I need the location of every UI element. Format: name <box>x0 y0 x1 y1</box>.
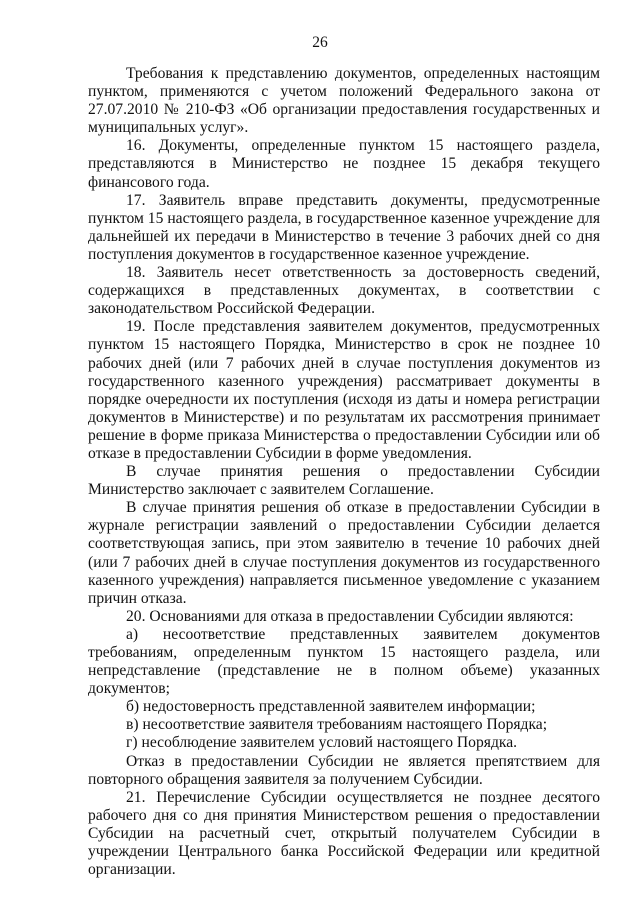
paragraph-19-agreement: В случае принятия решения о предоставлении Субсидии Министерство заключает с заявителем Соглашение. <box>88 463 600 499</box>
paragraph-21: 21. Перечисление Субсидии осуществляется не позднее десятого рабочего дня со дня принятия Министерством решения о предоставлении Субсидии на расчетный счет, открытый получателем Субсидии в учреждении Центрального банка Российской Федерации или кредитной организации. <box>88 788 600 879</box>
paragraph-18: 18. Заявитель несет ответственность за достоверность сведений, содержащихся в представленных документах, в соответствии с законодательством Российской Федерации. <box>88 264 600 318</box>
paragraph-20-a: а) несоответствие представленных заявителем документов требованиям, определенным пунктом 15 настоящего раздела, или непредставление (представление не в полном объеме) указанных документов; <box>88 625 600 698</box>
paragraph-19: 19. После представления заявителем документов, предусмотренных пунктом 15 настоящего Порядка, Министерство в срок не позднее 10 рабочих дней (или 7 рабочих дней в случае поступления документов из государственного казенного учреждения) рассматривает документы в порядке очередности их поступления (исходя из даты и номера регистрации документов в Министерстве) и по результатам их рассмотрения принимает решение в форме приказа Министерства о предоставлении Субсидии или об отказе в предоставлении Субсидии в форме уведомления. <box>88 318 600 462</box>
paragraph-20-repeat: Отказ в предоставлении Субсидии не является препятствием для повторного обращения заявителя за получением Субсидии. <box>88 752 600 788</box>
document-body <box>88 65 600 879</box>
paragraph-20: 20. Основаниями для отказа в предоставлении Субсидии являются: <box>126 607 574 625</box>
paragraph-20-g: г) несоблюдение заявителем условий настоящего Порядка. <box>126 734 518 752</box>
paragraph-20-b: б) недостоверность представленной заявителем информации; <box>126 698 536 716</box>
paragraph-16: 16. Документы, определенные пунктом 15 настоящего раздела, представляются в Министерство не позднее 15 декабря текущего финансового года. <box>88 137 600 191</box>
paragraph-requirements: Требования к представлению документов, определенных настоящим пунктом, применяются с учетом положений Федерального закона от 27.07.2010 № 210-ФЗ «Об организации предоставления государственных и муниципальных услуг». <box>88 65 600 137</box>
paragraph-19-refusal: В случае принятия решения об отказе в предоставлении Субсидии в журнале регистрации заявлений о предоставлении Субсидии делается соответствующая запись, при этом заявителю в течение 10 рабочих дней (или 7 рабочих дней в случае поступления документов из государственного казенного учреждения) направляется письменное уведомление с указанием причин отказа. <box>88 499 600 607</box>
page-number: 26 <box>312 34 328 51</box>
paragraph-20-v: в) несоответствие заявителя требованиям настоящего Порядка; <box>126 716 548 734</box>
paragraph-17: 17. Заявитель вправе представить документы, предусмотренные пунктом 15 настоящего раздела, в государственное казенное учреждение для дальнейшей их передачи в Министерство в течение 3 рабочих дней со дня поступления документов в государственное казенное учреждение. <box>88 191 600 263</box>
